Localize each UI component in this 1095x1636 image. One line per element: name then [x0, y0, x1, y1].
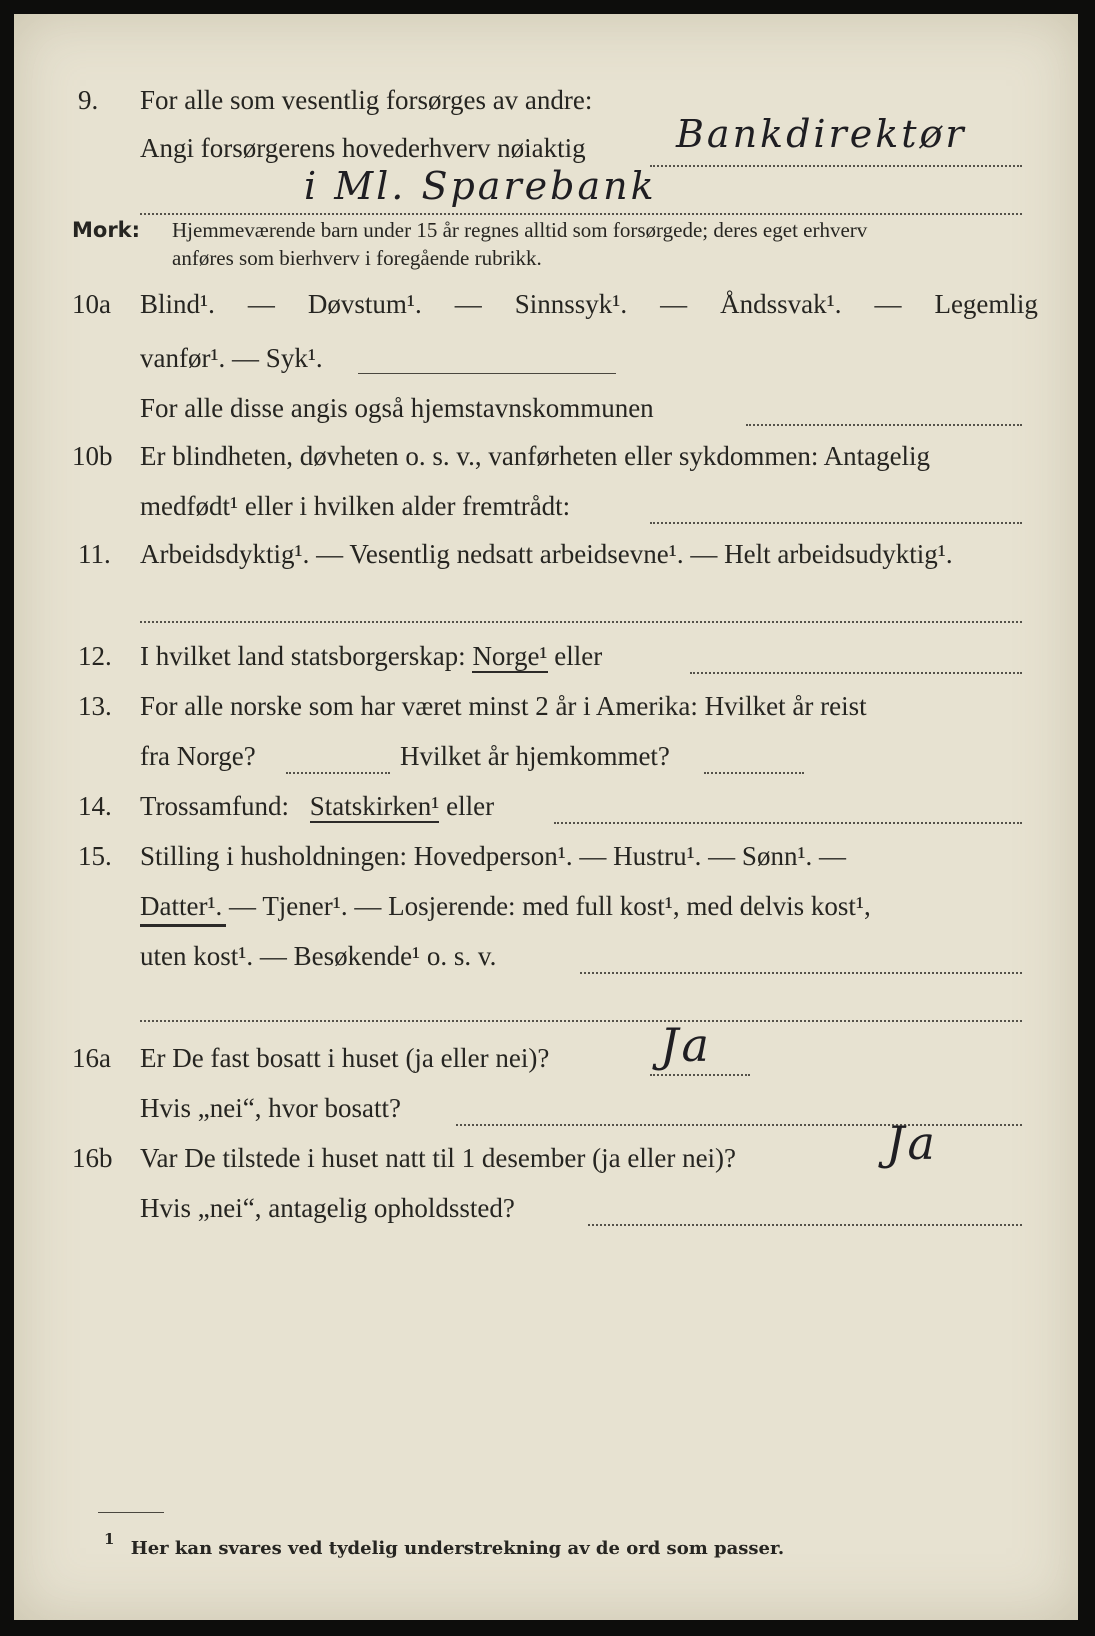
q15-datter-underline-mark — [140, 924, 226, 927]
q15-line-2 — [14, 890, 1078, 922]
q16a-handwritten-answer[interactable]: Ja — [660, 1018, 712, 1072]
q10a-text-1 — [140, 288, 1038, 320]
q16a-text-2: Hvis „nei“, hvor bosatt? — [140, 1093, 401, 1123]
q16b-text-1: Var De tilstede i huset natt til 1 desember (ja eller nei)? — [140, 1143, 737, 1173]
q9-handwritten-answer-2[interactable]: i Ml. Sparebank — [304, 164, 657, 208]
q14-line-1 — [14, 790, 1078, 822]
q13-text-1: For alle norske som har været minst 2 år i Amerika: Hvilket år reist — [140, 691, 867, 721]
q10a-number: 10a — [72, 289, 111, 319]
q9-text-2: Angi forsørgerens hovederhverv nøiaktig — [140, 133, 586, 163]
q14-prefix: Trossamfund: — [140, 791, 290, 821]
q10a-option-andssvak[interactable]: Åndssvak¹. — [720, 289, 842, 319]
mork-label: Mork: — [72, 218, 141, 242]
q10a-line-3 — [14, 392, 1078, 424]
mork-line-2 — [14, 242, 1078, 274]
q12-suffix: eller — [554, 641, 603, 671]
q16b-text-2: Hvis „nei“, antagelig opholdssted? — [140, 1193, 515, 1223]
q16a-number: 16a — [72, 1043, 111, 1073]
q10a-dash-4: — — [874, 289, 902, 319]
q16b-line-2 — [14, 1192, 1078, 1224]
mork-text-2: anføres som bierhverv i foregående rubrikk. — [172, 246, 542, 270]
q15-number: 15. — [78, 841, 112, 871]
q15-text-1: Stilling i husholdningen: Hovedperson¹. — Hustru¹. — Sønn¹. — — [140, 841, 847, 871]
q13-reist-dots — [286, 772, 390, 774]
q11-line-1 — [14, 538, 1078, 570]
q9-answer-dots-1 — [650, 165, 1022, 167]
q10a-dash-3: — — [660, 289, 688, 319]
q16b-handwritten-answer[interactable]: Ja — [886, 1116, 938, 1170]
q15-answer-dots-1 — [580, 972, 1022, 974]
footnote-rule — [98, 1512, 164, 1513]
q10a-option-legemlig[interactable]: Legemlig — [934, 289, 1038, 319]
q16b-number: 16b — [72, 1143, 113, 1173]
q10b-text-2: medfødt¹ eller i hvilken alder fremtrådt: — [140, 491, 571, 521]
q12-text — [140, 640, 602, 672]
footnote — [104, 1530, 784, 1559]
q15-line-3 — [14, 940, 1078, 972]
q15-text-2: Datter¹. — Tjener¹. — Losjerende: med full kost¹, med delvis kost¹, — [140, 891, 871, 921]
q14-suffix: eller — [446, 791, 495, 821]
q9-number: 9. — [78, 85, 99, 115]
footnote-text: Her kan svares ved tydelig understrekning av de ord som passer. — [130, 1538, 785, 1559]
q10a-hjemstavn-dots — [746, 424, 1022, 426]
q12-number: 12. — [78, 641, 112, 671]
q10a-text-2: vanfør¹. — Syk¹. — [140, 343, 323, 373]
q13-line-1 — [14, 690, 1078, 722]
census-form-page — [14, 14, 1078, 1620]
q12-prefix: I hvilket land statsborgerskap: — [140, 641, 466, 671]
q10b-answer-dots — [650, 522, 1022, 524]
q10b-line-1 — [14, 440, 1078, 472]
q13-text-2a: fra Norge? — [140, 741, 256, 771]
q10a-line-1 — [14, 288, 1078, 320]
q13-number: 13. — [78, 691, 112, 721]
q11-answer-dots — [140, 621, 1022, 623]
q14-underlined-answer[interactable]: Statskirken¹ — [309, 791, 440, 821]
q11-text-1: Arbeidsdyktig¹. — Vesentlig nedsatt arbeidsevne¹. — Helt arbeidsudyktig¹. — [140, 539, 953, 569]
q14-answer-dots — [554, 822, 1022, 824]
q12-line-1 — [14, 640, 1078, 672]
q13-hjemkommet-dots — [704, 772, 804, 774]
q15-line-1 — [14, 840, 1078, 872]
q10a-line-2 — [14, 342, 1078, 374]
q11-number: 11. — [78, 539, 111, 569]
q10b-text-1: Er blindheten, døvheten o. s. v., vanførheten eller sykdommen: Antagelig — [140, 441, 931, 471]
q9-text-1: For alle som vesentlig forsørges av andre: — [140, 85, 593, 115]
q10a-option-sinnssyk[interactable]: Sinnssyk¹. — [514, 289, 628, 319]
q10a-text-3: For alle disse angis også hjemstavnskommunen — [140, 393, 654, 423]
q9-handwritten-answer-1[interactable]: Bankdirektør — [676, 112, 967, 156]
q16a-line-1 — [14, 1042, 1078, 1074]
q14-text — [140, 790, 494, 822]
q13-text-2b: Hvilket år hjemkommet? — [400, 741, 670, 771]
footnote-mark: 1 — [104, 1530, 115, 1548]
q10a-option-blind[interactable]: Blind¹. — [140, 289, 215, 319]
q12-underlined-answer[interactable]: Norge¹ — [472, 641, 548, 671]
mork-text-1: Hjemmeværende barn under 15 år regnes alltid som forsørgede; deres eget erhverv — [172, 218, 868, 242]
q10a-dash-2: — — [454, 289, 482, 319]
q10a-option-dovstum[interactable]: Døvstum¹. — [307, 289, 422, 319]
q16a-answer-dots — [650, 1074, 750, 1076]
q15-answer-dots-2 — [140, 1020, 1022, 1022]
q10a-dash-1: — — [247, 289, 275, 319]
q13-line-2 — [14, 740, 1078, 772]
q16a-text-1: Er De fast bosatt i huset (ja eller nei)? — [140, 1043, 550, 1073]
q10b-number: 10b — [72, 441, 113, 471]
q14-number: 14. — [78, 791, 112, 821]
q15-text-3: uten kost¹. — Besøkende¹ o. s. v. — [140, 941, 497, 971]
q16b-opholdssted-dots — [588, 1224, 1022, 1226]
q10a-answer-line — [358, 373, 616, 374]
q10b-line-2 — [14, 490, 1078, 522]
q12-answer-dots — [690, 672, 1022, 674]
